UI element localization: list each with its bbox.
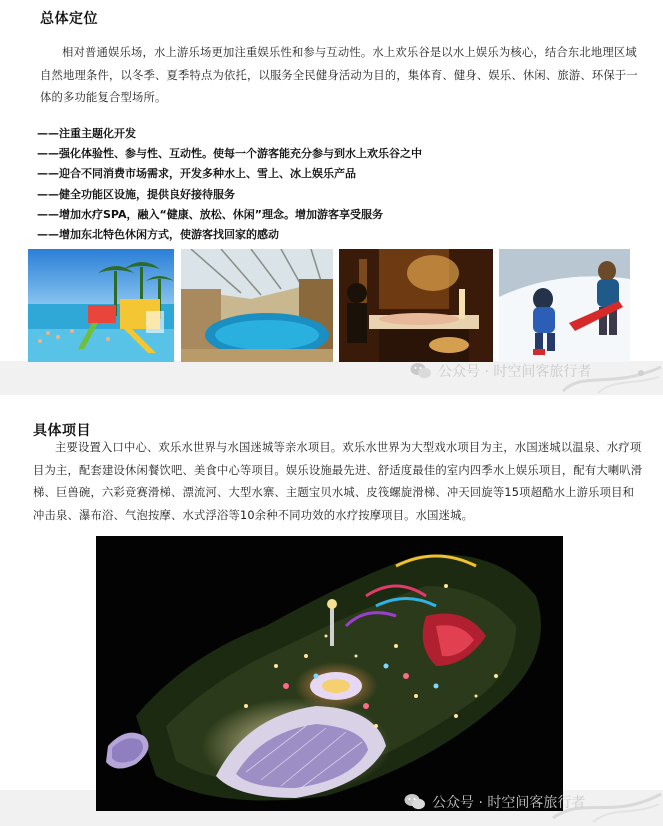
feature-list [37, 124, 637, 245]
water-park-photo [28, 249, 174, 362]
overview-line-1: 相对普通娱乐场，水上游乐场更加注重娱乐性和参与互动性。水上欢乐谷是以水上娱乐为核心，结合东北地理区域 [62, 46, 637, 59]
feature-item: ——增加水疗SPA，融入“健康、放松、休闲”理念。增加游客享受服务 [37, 207, 383, 221]
spa-massage-photo [339, 249, 493, 362]
overview-line-2: 自然地理条件，以冬季、夏季特点为依托，以服务全民健身活动为目的，集体育、健身、娱乐、休闲、旅游、环保于一 [40, 68, 638, 82]
projects-paragraph [33, 437, 643, 527]
wechat-icon [404, 793, 426, 811]
feature-item: ——迎合不同消费市场需求，开发多种水上、雪上、冰上娱乐产品 [37, 167, 356, 181]
projects-line-2: 目为主，配套建设休闲餐饮吧、美食中心等项目。娱乐设施最先进、舒适度最佳的室内四季水上娱乐项目，配有大喇叭滑 [33, 463, 643, 477]
overview-line-3: 体的多功能复合型场所。 [40, 91, 167, 104]
feature-item: ——健全功能区设施，提供良好接待服务 [37, 187, 235, 201]
section-title-projects: 具体项目 [33, 423, 91, 439]
feature-item: ——增加东北特色休闲方式，使游客找回家的感动 [37, 228, 279, 242]
watermark [410, 361, 591, 381]
water-park-aerial-night-render [96, 536, 563, 811]
snow-sledding-photo [499, 249, 630, 362]
feature-item: ——注重主题化开发 [37, 127, 136, 140]
projects-line-3: 梯、巨兽碗，六彩竞赛滑梯、漂流河、大型水寨、主题宝贝水城、皮筏螺旋滑梯、冲天回旋等15项超酷水上游乐项目和 [33, 486, 635, 499]
projects-line-4: 冲击泉、瀑布浴、气泡按摩、水式浮浴等10余种不同功效的水疗按摩项目。水国迷城。 [33, 508, 474, 522]
section-title-overview: 总体定位 [40, 11, 98, 27]
projects-line-1: 主要设置入口中心、欢乐水世界与水国迷城等亲水项目。欢乐水世界为大型戏水项目为主，水国迷城以温泉、水疗项 [55, 441, 642, 454]
feature-item: ——强化体验性、参与性、互动性。使每一个游客能充分参与到水上欢乐谷之中 [37, 147, 422, 161]
watermark-text: 公众号 · 时空间客旅行者 [438, 364, 592, 380]
overview-paragraph [40, 42, 640, 110]
wechat-icon [410, 362, 432, 380]
watermark-text: 公众号 · 时空间客旅行者 [432, 795, 586, 811]
indoor-pool-photo [181, 249, 333, 362]
watermark-bottom [404, 792, 585, 812]
